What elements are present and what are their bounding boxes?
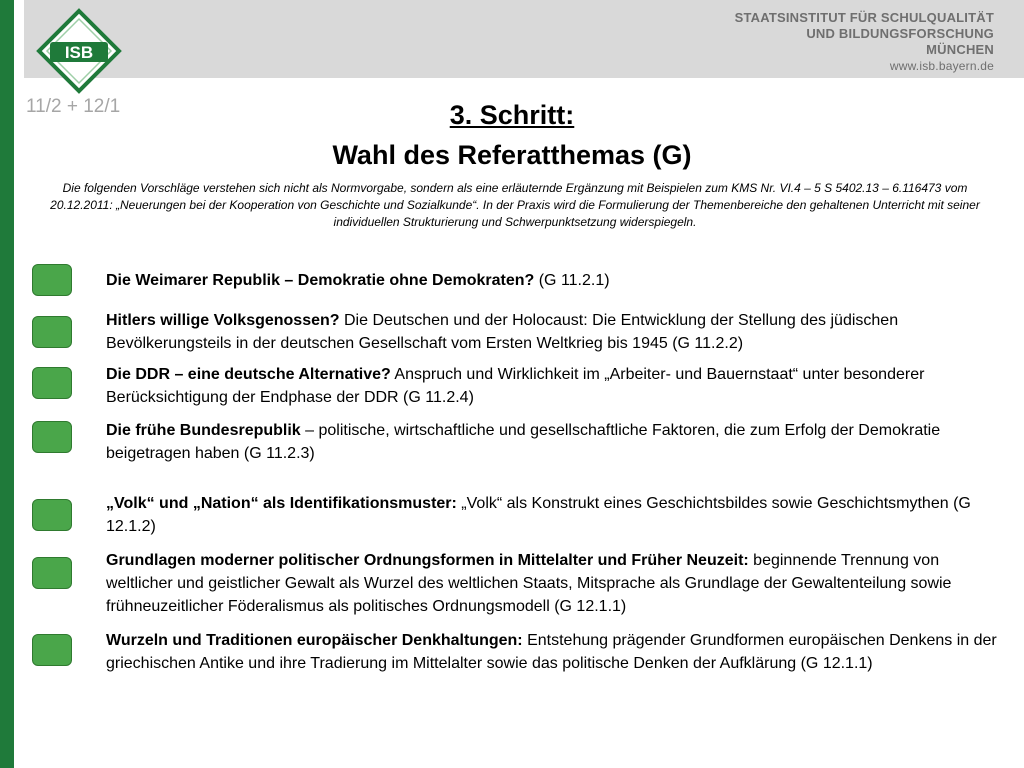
grade-label: 11/2 + 12/1 xyxy=(26,96,121,117)
topic-checkbox-ordnungsformen[interactable] xyxy=(32,557,72,589)
institute-line-2: UND BILDUNGSFORSCHUNG xyxy=(806,26,994,41)
step-title: 3. Schritt: xyxy=(449,100,575,130)
topic-bundesrepublik xyxy=(106,419,1006,465)
topic-description: (G 11.2.1) xyxy=(534,272,610,289)
topic-title: Grundlagen moderner politischer Ordnungsformen in Mittelalter und Früher Neuzeit: xyxy=(106,552,749,569)
institute-name xyxy=(735,10,994,74)
topic-description: Entstehung prägender Grundformen europäischen Denkens in der griechischen Antike und ihre Tradierung im Mittelalter sowie das politische Denken der Aufklärung (G 12.1.1) xyxy=(106,632,997,672)
topic-title: „Volk“ und „Nation“ als Identifikationsmuster: xyxy=(106,495,457,512)
institute-url[interactable]: www.isb.bayern.de xyxy=(889,59,994,73)
topic-checkbox-volk-nation[interactable] xyxy=(32,499,72,531)
topic-checkbox-holocaust[interactable] xyxy=(32,316,72,348)
topic-checkbox-weimar[interactable] xyxy=(32,264,72,296)
topic-ddr xyxy=(106,363,1006,409)
topic-description: Anspruch und Wirklichkeit im „Arbeiter- und Bauernstaat“ unter besonderer Berücksichtigung der Endphase der DDR (G 11.2.4) xyxy=(106,366,925,406)
topic-description: Die Deutschen und der Holocaust: Die Entwicklung der Stellung des jüdischen Bevölkerungsteils in der deutschen Gesellschaft vom Ersten Weltkrieg bis 1945 (G 11.2.2) xyxy=(106,312,899,352)
topic-checkbox-bundesrepublik[interactable] xyxy=(32,421,72,453)
topic-weimar xyxy=(106,269,1006,292)
topic-title: Hitlers willige Volksgenossen? xyxy=(106,312,340,329)
logo-text: ISB xyxy=(64,43,94,62)
institute-line-3: MÜNCHEN xyxy=(926,42,994,57)
topic-denkhaltungen xyxy=(106,629,1006,675)
topic-description: beginnende Trennung von weltlicher und geistlicher Gewalt als Wurzel des weltlichen Staats, Mitsprache als Grundlage der Gewaltenteilung sowie frühneuzeitlicher Föderalismus als politisches Ordnungsmodell (G 12.1.1) xyxy=(106,552,952,615)
topic-checkbox-denkhaltungen[interactable] xyxy=(32,634,72,666)
topic-ordnungsformen xyxy=(106,549,1006,618)
topic-checkbox-ddr[interactable] xyxy=(32,367,72,399)
page-title: Wahl des Referatthemas (G) xyxy=(332,140,692,170)
topic-description: „Volk“ als Konstrukt eines Geschichtsbildes sowie Geschichtsmythen (G 12.1.2) xyxy=(106,495,971,535)
isb-logo xyxy=(36,8,122,94)
institute-line-1: STAATSINSTITUT FÜR SCHULQUALITÄT xyxy=(734,10,994,25)
topic-description: – politische, wirtschaftliche und gesellschaftliche Faktoren, die zum Erfolg der Demokratie beigetragen haben (G 11.2.3) xyxy=(106,422,941,462)
intro-text: Die folgenden Vorschläge verstehen sich nicht als Normvorgabe, sondern als eine erläuternde Ergänzung mit Beispielen zum KMS Nr. VI.4 – 5 S 5402.13 – 6.116473 vom 20.12.2011: „Neuerungen bei der Kooperation von Geschichte und Sozialkunde“. In der Praxis wird die Formulierung der Themenbereiche den gehaltenen Unterricht mit seiner individuellen Strukturierung und Schwerpunktsetzung widerspiegeln. xyxy=(50,181,980,229)
topic-title: Wurzeln und Traditionen europäischer Denkhaltungen: xyxy=(106,632,523,649)
topic-title: Die DDR – eine deutsche Alternative? xyxy=(106,366,391,383)
topic-volk-nation xyxy=(106,492,1006,538)
topic-title: Die Weimarer Republik – Demokratie ohne Demokraten? xyxy=(106,272,535,289)
topic-title: Die frühe Bundesrepublik xyxy=(106,422,301,439)
topic-holocaust xyxy=(106,309,1006,355)
